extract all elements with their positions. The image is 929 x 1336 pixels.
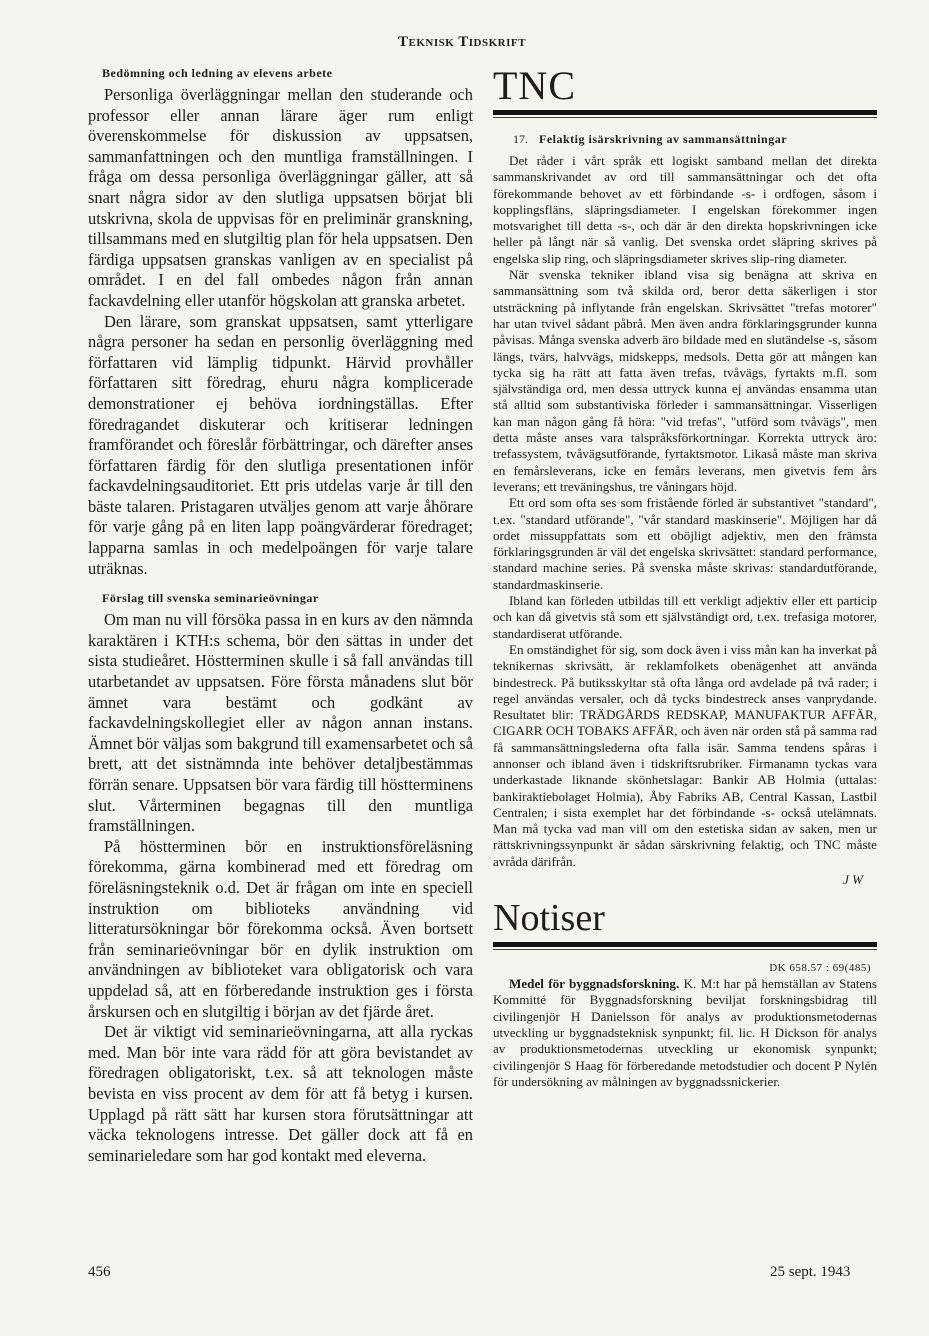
divider	[493, 117, 877, 118]
dk-classification: DK 658.57 : 69(485)	[769, 962, 871, 975]
signature: J W	[843, 872, 863, 888]
section-body-assessment	[88, 85, 473, 579]
left-column	[88, 66, 473, 1166]
divider	[493, 949, 877, 950]
item-title: Felaktig isärskrivning av sammansättningar	[539, 132, 788, 146]
item-number: 17.	[513, 132, 528, 146]
section-body-seminars	[88, 610, 473, 1166]
notice-title: Medel för byggnadsforskning.	[509, 976, 680, 992]
issue-date: 25 sept. 1943	[770, 1264, 851, 1280]
section-heading-seminars: Förslag till svenska seminarieövningar	[102, 591, 319, 606]
paragraph: Det är viktigt vid seminarieövningarna, att alla ryckas med. Man bör inte vara rädd för att göra bevistandet av föredragen obligatoriskt, t.ex. så att teknologen måste bevista en viss procent av dem för att få betyg i kursen. Upplagd på rätt sätt har kursen stora förutsättningar att väcka teknologens intresse. Det gäller dock att få en seminarieledare som har god kontakt med eleverna.	[88, 1022, 473, 1165]
divider	[493, 110, 877, 115]
section-heading-assessment: Bedömning och ledning av elevens arbete	[102, 66, 333, 80]
tnc-item-heading	[513, 132, 877, 147]
notice	[493, 976, 877, 1090]
masthead: Teknisk Tidskrift	[398, 34, 526, 50]
paragraph: Personliga överläggningar mellan den studerande och professor eller annan lärare äger rum enligt överenskommelse för diskussion av uppsatsen, sammanfattningen och den muntliga framställningen. I fråga om dessa personliga överläggningar gäller, att så snart några sidor av den slutliga uppsatsen börjat bli utskrivna, skola de uppvisas för en preliminär granskning, tillsammans med en slutgiltig plan för hela uppsatsen. Den färdiga uppsatsen granskas vanligen av en specialist på området. I en del fall ombedes någon från annan fackavdelning eller utanför högskolan att granska arbetet.	[88, 85, 473, 310]
paragraph: Om man nu vill försöka passa in en kurs av den nämnda karaktären i KTH:s schema, bör den sättas in under det sista studieåret. Höstterminen skulle i så fall användas till utarbetandet av uppsatsen. Före första månadens slut bör ämnet vara bestämt och godkänt av fackavdelningskollegiet eller av någon annan instans. Ämnet bör väljas som bakgrund till examensarbetet och så brett, att det sistnämnda inte behöver detaljbestämmas förrän senare. Uppsatsen bör vara färdig till höstterminens slut. Vårterminen begagnas till den muntliga framställningen.	[88, 610, 473, 836]
paragraph: Den lärare, som granskat uppsatsen, samt ytterligare några personer ha sedan en personlig överläggning med författaren vid lämplig tidpunkt. Härvid provhåller författaren sitt föredrag, ehuru några komplicerade demonstrationer ej behöva iordningställas. Efter föredragandet diskuterar och kritiserar ledningen framförandet och föreslår förbättringar, och därefter anses författaren färdig för den slutliga presentationen inför fackavdelningsauditoriet. Ett pris utdelas varje år till den bäste talaren. Pristagaren utväljes genom att varje åhörare för varje gång på en liten lapp poängvärderar föredraget; lapparna samlas in och medelpoängen för varje talare uträknas.	[88, 311, 473, 578]
page-number: 456	[88, 1264, 111, 1280]
divider	[493, 942, 877, 947]
paragraph: Ett ord som ofta ses som fristående förled är substantivet "standard", t.ex. "standard utförande", "vår standard maskinserie". Möjligen har då ordet missuppfattats som ett oböjligt adjektiv, men den främsta förklaringsgrunden är väl det engelska skrivsättet: standard performance, standard machine series. På svenska måste skrivas: standardutförande, standardmaskinserie.	[493, 495, 877, 592]
paragraph: Ibland kan förleden utbildas till ett verkligt adjektiv eller ett particip och kan då givetvis stå som ett självständigt ord, t.ex. trefasiga motorer, standardiserat utförande.	[493, 593, 877, 641]
tnc-title: TNC	[493, 63, 576, 108]
paragraph: När svenska tekniker ibland visa sig benägna att skriva en sammansättning som två skilda ord, beror detta säkerligen i stor utsträckning på inflytande från engelskan. Skrivsättet "trefas motorer" har utan tvivel sådant påbrå. Men även andra förklaringsgrunder kunna påvisas. Många svenska adverb äro bildade med en slutändelse -s, såsom längs, tvärs, halvvägs, midskepps, medsols. Detta gör att mången kan tycka sig ha rätt att fatta även trefas, tvåvägs, fyrtakts m.fl. som självständiga ord, men dessa uttryck kunna ej användas ensamma utan stå alltid som substantiviska förleder i sammansättningar. Visserligen kan man någon gång få höra: "vid trefas", "utförd som tvåvägs", men detta måste anses vara talspråksförkortningar. Korrekta uttryck äro: trefassystem, tvåvägsutförande, fyrtaktsmotor. Likaså måste man skriva en femårsleverans, icke en femårs leverans, men givetvis fem års leverans; ett treväningshus, tre våningars höjd.	[493, 267, 877, 494]
paragraph: På höstterminen bör en instruktionsföreläsning förekomma, gärna kombinerad med ett föredrag om föreläsningsteknik o.d. Det är frågan om inte en speciell instruktion om biblioteks användning vid litteratursökningar bör förekomma också. Även bortsett från seminarieövningar bör en dylik instruktion om användningen av biblioteket vara obligatorisk och vara uppdelad så, att en förberedande instruktion ges i första årskursen och en slutgiltig i början av det fjärde året.	[88, 836, 473, 1021]
notiser-title: Notiser	[493, 897, 605, 940]
notice-body: K. M:t har på hemställan av Statens Kommitté för Byggnadsforskning beviljat forskningsbidrag till civilingenjör H Danielsson för analys av produktionsmetodernas utveckling ur byggnadsteknisk synpunkt; fil. lic. H Dickson för analys av produktionsmetodernas utveckling ur ekonomisk synpunkt; civilingenjör S Haag för förberedande metodstudier och docent P Nylén för undersökning av målningen av byggnadssnickerier.	[493, 976, 877, 1089]
paragraph: En omständighet för sig, som dock även i viss mån kan ha inverkat på teknikernas skrivsätt, är reklamfolkets obenägenhet att använda bindestreck. På butiksskyltar stå ofta långa ord avdelade på två rader; i regel användas versaler, och då tycks bindestreck anses vanprydande. Resultatet blir: TRÄDGÅRDS REDSKAP, MANUFAKTUR AFFÄR, CIGARR OCH TOBAKS AFFÄR, och även när orden stå på samma rad få sammansättningslederna ofta falla isär. Samma tendens spåras i annonser och ibland även i tidskriftsrubriker. Firmanamn tyckas vara underkastade liknande skönhetslagar: Bankir AB Holmia (uttalas: bankiraktiebolaget Holmia), Åby Fabriks AB, Central Kassan, Lastbil Centralen; i sista exemplet har det förbindande -s- också utelämnats. Man må tycka vad man vill om den estetiska sidan av saken, men ur rättskrivningssynpunkt är sådan särskrivning felaktig, och TNC måste avråda därifrån.	[493, 641, 877, 869]
tnc-body	[493, 153, 877, 870]
right-column	[493, 63, 877, 1090]
paragraph: Det råder i vårt språk ett logiskt samband mellan det direkta sammanskrivandet av ord till sammansättningar och det ofta förekommande behovet av ett förbindande -s- i ordfogen, såsom i kopplingsfläns, släpringsdiameter. I engelskan förekommer ingen motsvarighet till detta -s-, och där är den direkta hopskrivningen icke heller på långt när så vanlig. Det svenska ordet släpring skrives på engelska slip ring, och släpringsdiameter skrives slip-ring diameter.	[493, 153, 877, 266]
notice-paragraph	[493, 976, 877, 1090]
